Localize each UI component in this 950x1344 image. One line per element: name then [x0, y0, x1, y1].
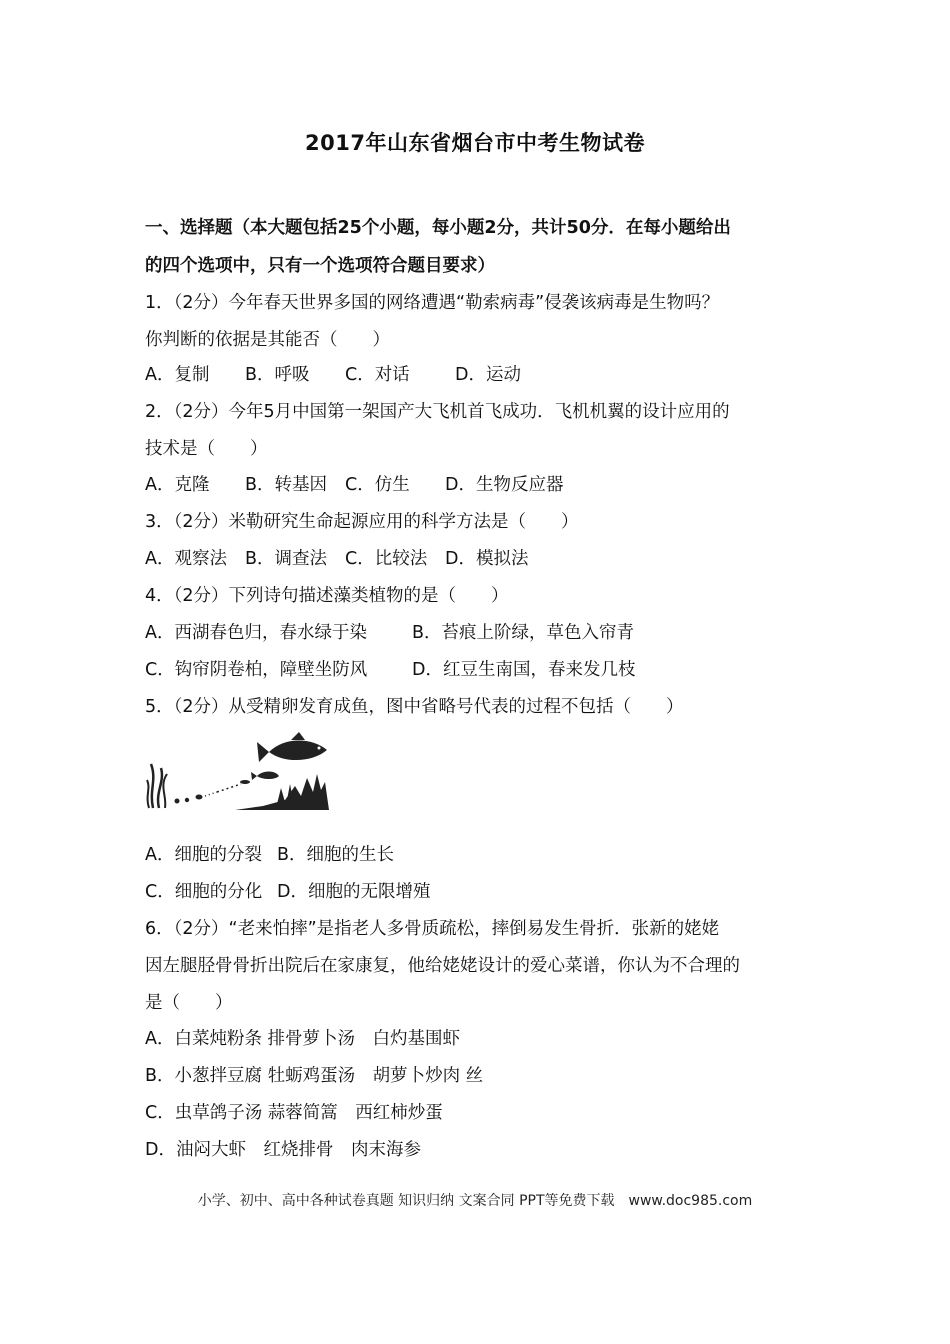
question-6-option-b[interactable]: B．小葱拌豆腐 牡蛎鸡蛋汤 胡萝卜炒肉 丝 — [145, 1066, 484, 1086]
question-1-stem-line-1: 1．（2分）今年春天世界多国的网络遭遇“勒索病毒”侵袭该病毒是生物吗？ — [145, 293, 720, 313]
question-6-option-c[interactable]: C．虫草鸽子汤 蒜蓉简篙 西红柿炒蛋 — [145, 1103, 443, 1123]
option-c[interactable]: C．对话 — [345, 365, 410, 385]
option-a[interactable]: A．西湖春色归，春水绿于染 — [145, 623, 367, 643]
option-a[interactable]: A．复制 — [145, 365, 210, 385]
page-footer: 小学、初中、高中各种试卷真题 知识归纳 文案合同 PPT等免费下载 www.doc985.com — [197, 1193, 753, 1209]
option-a[interactable]: A．细胞的分裂 — [145, 845, 262, 865]
option-b[interactable]: B．细胞的生长 — [277, 845, 395, 865]
question-4-stem: 4．（2分）下列诗句描述藻类植物的是（ ） — [145, 586, 509, 606]
option-d[interactable]: D．生物反应器 — [445, 475, 564, 495]
question-1-stem-line-2: 你判断的依据是其能否（ ） — [145, 330, 390, 350]
section-heading-line-2: 的四个选项中，只有一个选项符合题目要求） — [145, 256, 495, 276]
option-d[interactable]: D．模拟法 — [445, 549, 529, 569]
option-b[interactable]: B．苔痕上阶绿，草色入帘青 — [412, 623, 635, 643]
section-heading-line-1: 一、选择题（本大题包括25个小题，每小题2分，共计50分．在每小题给出 — [145, 218, 731, 238]
question-3-options — [145, 546, 528, 572]
option-c[interactable]: C．细胞的分化 — [145, 882, 263, 902]
option-b[interactable]: B．转基因 — [245, 475, 328, 495]
option-c[interactable]: C．比较法 — [345, 549, 428, 569]
question-4-options-row-2 — [145, 657, 635, 683]
question-5-options-row-2 — [145, 879, 430, 905]
option-a[interactable]: A．观察法 — [145, 549, 227, 569]
option-d[interactable]: D．细胞的无限增殖 — [277, 882, 431, 902]
question-5-options-row-1 — [145, 842, 394, 868]
question-6-stem-line-2: 因左腿胫骨骨折出院后在家康复，他给姥姥设计的爱心菜谱，你认为不合理的 — [145, 956, 740, 976]
question-2-options — [145, 472, 563, 498]
question-6-option-a[interactable]: A．白菜炖粉条 排骨萝卜汤 白灼基围虾 — [145, 1029, 461, 1049]
option-c[interactable]: C．钩帘阴卷柏，障壁坐防风 — [145, 660, 368, 680]
option-d[interactable]: D．运动 — [455, 365, 521, 385]
page-title: 2017年山东省烟台市中考生物试卷 — [305, 131, 645, 155]
question-2-stem-line-2: 技术是（ ） — [145, 439, 268, 459]
question-2-stem-line-1: 2．（2分）今年5月中国第一架国产大飞机首飞成功．飞机机翼的设计应用的 — [145, 402, 730, 422]
option-b[interactable]: B．呼吸 — [245, 365, 310, 385]
question-4-options-row-1 — [145, 620, 634, 646]
option-a[interactable]: A．克隆 — [145, 475, 210, 495]
question-5-stem: 5．（2分）从受精卵发育成鱼，图中省略号代表的过程不包括（ ） — [145, 697, 684, 717]
option-b[interactable]: B．调查法 — [245, 549, 328, 569]
question-6-option-d[interactable]: D．油闷大虾 红烧排骨 肉末海参 — [145, 1140, 421, 1160]
question-6-stem-line-1: 6．（2分）“老来怕摔”是指老人多骨质疏松，摔倒易发生骨折．张新的姥姥 — [145, 919, 720, 939]
question-3-stem: 3．（2分）米勒研究生命起源应用的科学方法是（ ） — [145, 512, 579, 532]
question-1-options — [145, 362, 521, 388]
option-d[interactable]: D．红豆生南国，春来发几枝 — [412, 660, 636, 680]
question-6-stem-line-3: 是（ ） — [145, 993, 233, 1013]
option-c[interactable]: C．仿生 — [345, 475, 410, 495]
fish-development-figure — [145, 730, 330, 812]
